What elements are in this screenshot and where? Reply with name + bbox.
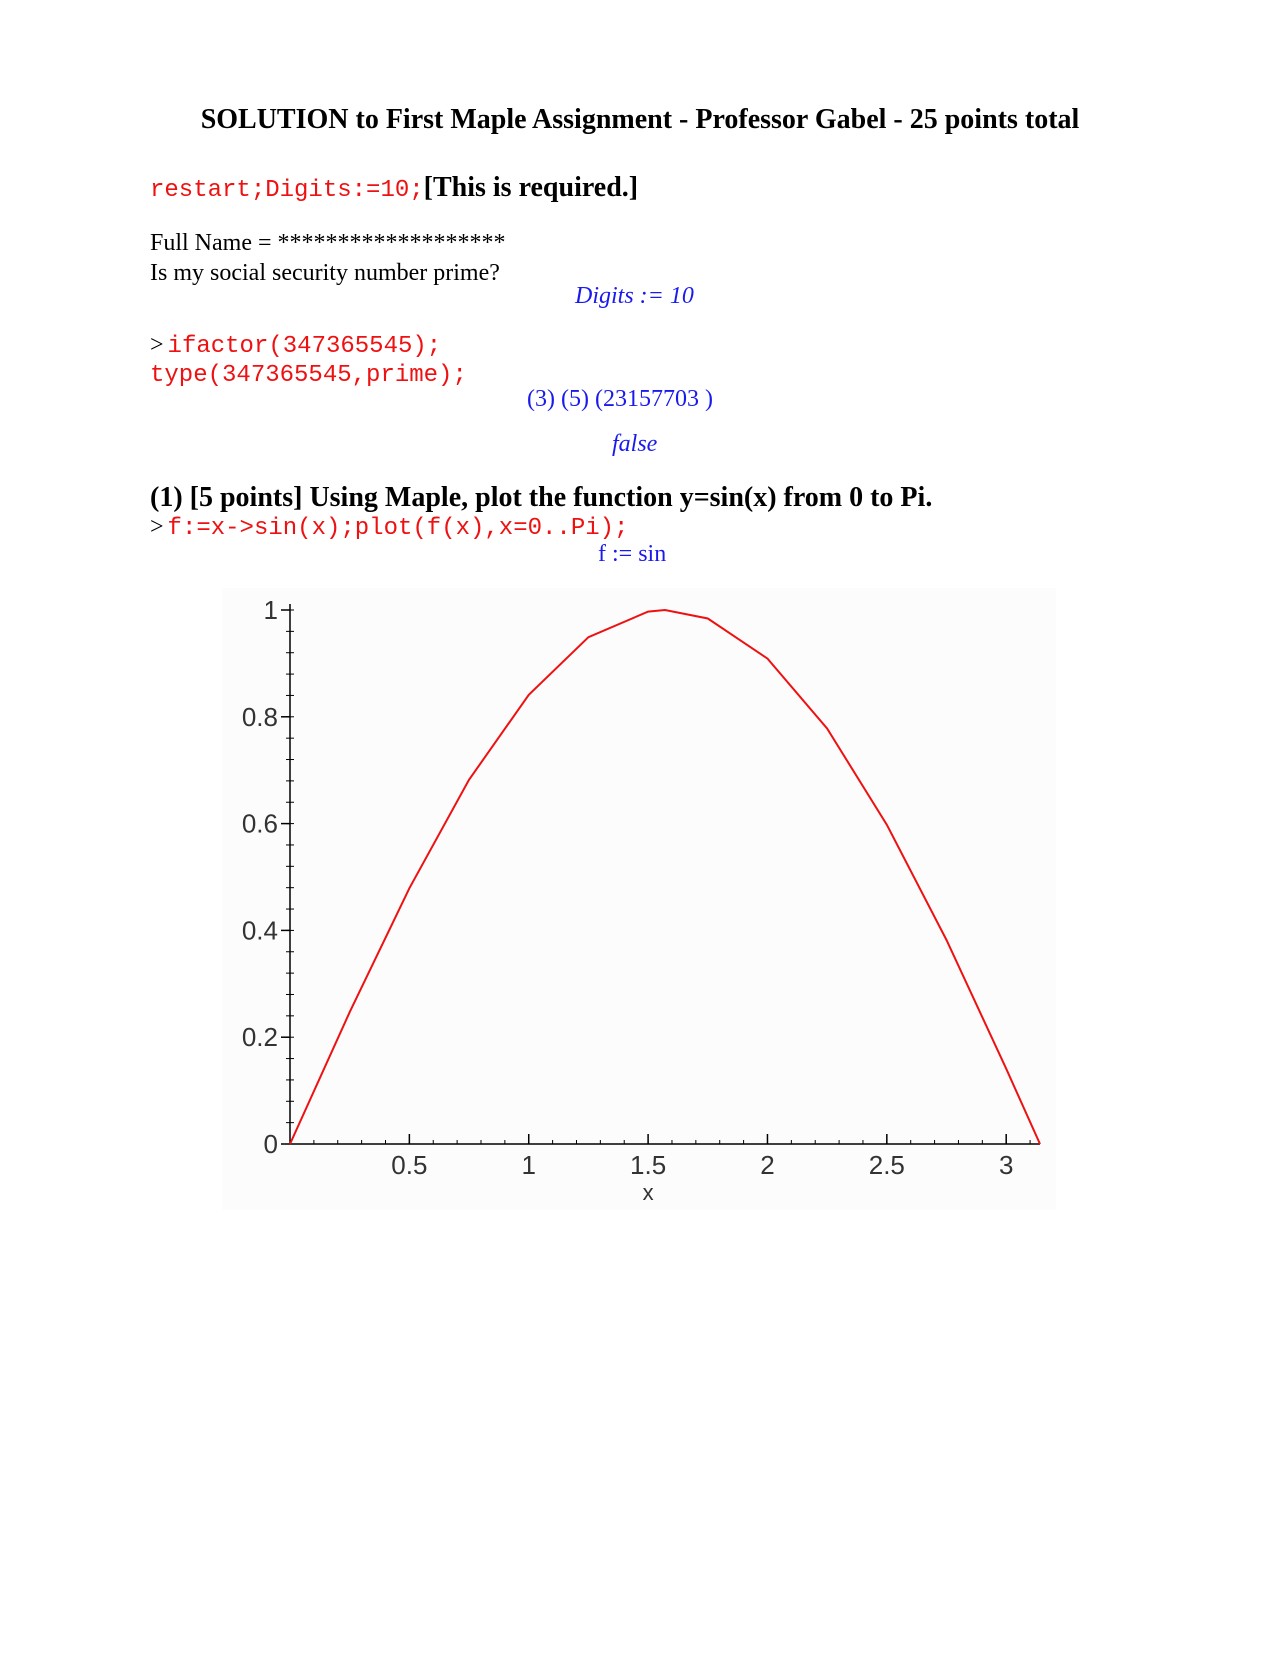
type-command[interactable]: type(347365545,prime); [150,362,467,389]
question-line: Is my social security number prime? [150,260,500,286]
x-tick-label: 0.5 [391,1150,428,1180]
sin-plot[interactable] [222,588,1056,1210]
y-tick-label: 0.2 [241,1022,278,1053]
required-note: [This is required.] [423,172,639,203]
f-output: f := sin [598,541,667,567]
restart-command-line [150,172,638,204]
question-1-heading: (1) [5 points] Using Maple, plot the function y=sin(x) from 0 to Pi. [150,482,933,513]
full-name-line: Full Name = ******************* [150,230,506,256]
plot-command[interactable]: f:=x->sin(x);plot(f(x),x=0..Pi); [167,515,629,542]
document-title: SOLUTION to First Maple Assignment - Professor Gabel - 25 points total [200,104,1080,135]
maple-prompt: > [150,514,164,540]
y-tick-label: 1 [263,595,278,625]
sin-curve [290,610,1040,1144]
x-tick-label: 3 [998,1150,1014,1180]
digits-output: Digits := 10 [575,283,694,309]
false-output: false [612,431,658,457]
y-tick-label: 0.6 [241,808,278,839]
maple-prompt: > [150,332,164,358]
y-tick-label: 0 [263,1129,278,1159]
x-axis-label: x [642,1180,654,1205]
x-tick-label: 1 [521,1150,536,1180]
x-tick-label: 1.5 [630,1150,667,1180]
y-tick-label: 0.4 [241,915,278,946]
ifactor-command-line [150,332,441,360]
ifactor-command[interactable]: ifactor(347365545); [167,333,442,360]
x-tick-label: 2.5 [868,1150,905,1180]
y-tick-label: 0.8 [241,701,278,732]
plot-command-line [150,514,628,542]
restart-command[interactable]: restart;Digits:=10; [150,177,424,204]
sin-plot-svg [222,588,1056,1210]
factor-output: (3) (5) (23157703 ) [527,386,713,412]
x-tick-label: 2 [760,1150,775,1180]
